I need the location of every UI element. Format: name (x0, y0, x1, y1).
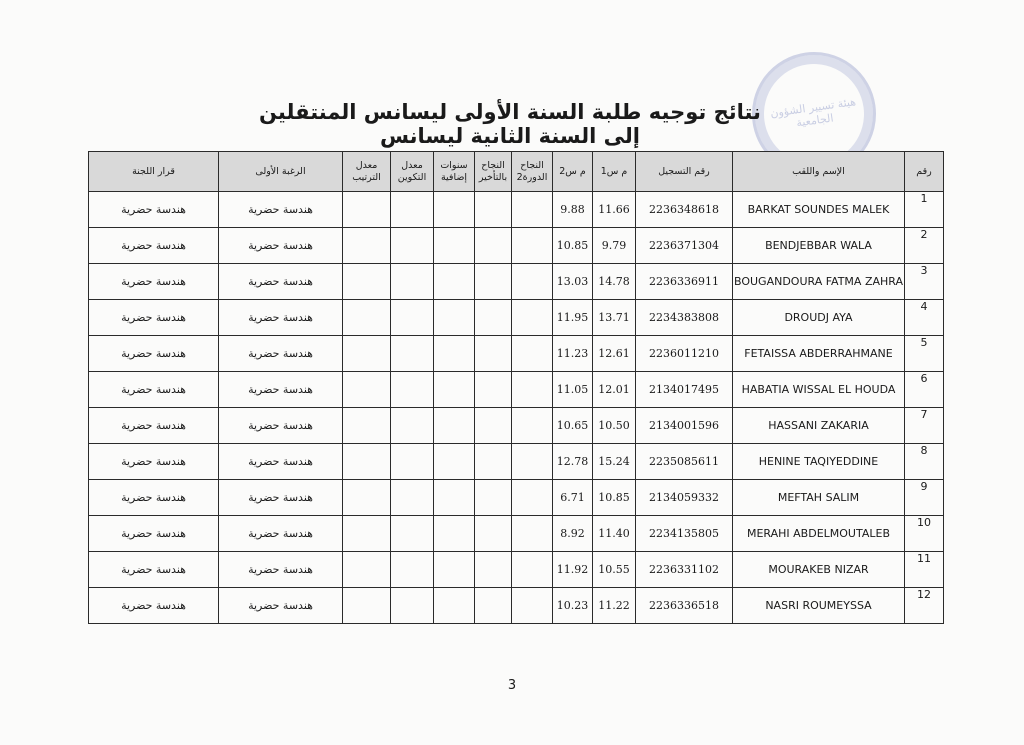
header-s1: م س1 (593, 152, 636, 192)
ranking-average-cell (343, 372, 391, 408)
committee-decision: هندسة حضرية (89, 336, 219, 372)
student-name: HENINE TAQIYEDDINE (733, 444, 905, 480)
table-row (89, 552, 944, 588)
table-body (89, 192, 944, 624)
row-number: 6 (905, 372, 944, 408)
committee-decision: هندسة حضرية (89, 228, 219, 264)
registration-number: 2234383808 (636, 300, 733, 336)
extra-years-cell (434, 228, 475, 264)
extra-years-cell (434, 480, 475, 516)
stamp-text: هيئة تسيير الشؤون الجامعية (769, 95, 857, 130)
registration-number: 2236011210 (636, 336, 733, 372)
first-wish: هندسة حضرية (219, 552, 343, 588)
table-row (89, 588, 944, 624)
average-s1: 10.50 (593, 408, 636, 444)
registration-number: 2236336911 (636, 264, 733, 300)
page-title: نتائج توجيه طلبة السنة الأولى ليسانس المنتقلين إلى السنة الثانية ليسانس (259, 100, 761, 148)
student-name: MERAHI ABDELMOUTALEB (733, 516, 905, 552)
ranking-average-cell (343, 516, 391, 552)
committee-decision: هندسة حضرية (89, 372, 219, 408)
row-number: 9 (905, 480, 944, 516)
extra-years-cell (434, 336, 475, 372)
first-wish: هندسة حضرية (219, 336, 343, 372)
first-wish: هندسة حضرية (219, 300, 343, 336)
header-reg: رقم التسجيل (636, 152, 733, 192)
late-pass-cell (475, 480, 512, 516)
first-wish: هندسة حضرية (219, 372, 343, 408)
average-s2: 10.85 (553, 228, 593, 264)
ranking-average-cell (343, 300, 391, 336)
table-row (89, 300, 944, 336)
late-pass-cell (475, 588, 512, 624)
row-number: 10 (905, 516, 944, 552)
late-pass-cell (475, 408, 512, 444)
extra-years-cell (434, 552, 475, 588)
committee-decision: هندسة حضرية (89, 300, 219, 336)
average-s1: 12.61 (593, 336, 636, 372)
student-name: MEFTAH SALIM (733, 480, 905, 516)
average-s2: 6.71 (553, 480, 593, 516)
average-s1: 11.66 (593, 192, 636, 228)
training-average-cell (391, 516, 434, 552)
average-s2: 10.23 (553, 588, 593, 624)
registration-number: 2134017495 (636, 372, 733, 408)
average-s1: 9.79 (593, 228, 636, 264)
pass-session2-cell (512, 192, 553, 228)
ranking-average-cell (343, 192, 391, 228)
pass-session2-cell (512, 516, 553, 552)
table-row (89, 516, 944, 552)
late-pass-cell (475, 336, 512, 372)
student-name: NASRI ROUMEYSSA (733, 588, 905, 624)
average-s2: 11.95 (553, 300, 593, 336)
first-wish: هندسة حضرية (219, 480, 343, 516)
row-number: 1 (905, 192, 944, 228)
first-wish: هندسة حضرية (219, 192, 343, 228)
header-training: معدل التكوين (391, 152, 434, 192)
table-row (89, 264, 944, 300)
registration-number: 2236336518 (636, 588, 733, 624)
table-row (89, 480, 944, 516)
average-s1: 13.71 (593, 300, 636, 336)
average-s1: 10.85 (593, 480, 636, 516)
average-s1: 10.55 (593, 552, 636, 588)
late-pass-cell (475, 516, 512, 552)
first-wish: هندسة حضرية (219, 444, 343, 480)
table-header (89, 152, 944, 192)
student-name: MOURAKEB NIZAR (733, 552, 905, 588)
extra-years-cell (434, 588, 475, 624)
training-average-cell (391, 408, 434, 444)
late-pass-cell (475, 264, 512, 300)
table-row (89, 336, 944, 372)
ranking-average-cell (343, 228, 391, 264)
row-number: 11 (905, 552, 944, 588)
header-name: الإسم واللقب (733, 152, 905, 192)
row-number: 5 (905, 336, 944, 372)
row-number: 8 (905, 444, 944, 480)
row-number: 7 (905, 408, 944, 444)
pass-session2-cell (512, 264, 553, 300)
ranking-average-cell (343, 480, 391, 516)
first-wish: هندسة حضرية (219, 264, 343, 300)
row-number: 3 (905, 264, 944, 300)
extra-years-cell (434, 192, 475, 228)
training-average-cell (391, 372, 434, 408)
extra-years-cell (434, 516, 475, 552)
committee-decision: هندسة حضرية (89, 588, 219, 624)
table-row (89, 228, 944, 264)
header-num: رقم (905, 152, 944, 192)
training-average-cell (391, 228, 434, 264)
header-extra: سنوات إضافية (434, 152, 475, 192)
ranking-average-cell (343, 444, 391, 480)
average-s2: 11.05 (553, 372, 593, 408)
late-pass-cell (475, 300, 512, 336)
committee-decision: هندسة حضرية (89, 192, 219, 228)
late-pass-cell (475, 552, 512, 588)
header-decision: قرار اللجنة (89, 152, 219, 192)
student-name: HABATIA WISSAL EL HOUDA (733, 372, 905, 408)
table-row (89, 408, 944, 444)
average-s2: 10.65 (553, 408, 593, 444)
registration-number: 2236348618 (636, 192, 733, 228)
pass-session2-cell (512, 408, 553, 444)
student-name: FETAISSA ABDERRAHMANE (733, 336, 905, 372)
first-wish: هندسة حضرية (219, 408, 343, 444)
pass-session2-cell (512, 480, 553, 516)
training-average-cell (391, 264, 434, 300)
committee-decision: هندسة حضرية (89, 264, 219, 300)
first-wish: هندسة حضرية (219, 228, 343, 264)
committee-decision: هندسة حضرية (89, 516, 219, 552)
table-row (89, 372, 944, 408)
pass-session2-cell (512, 228, 553, 264)
extra-years-cell (434, 372, 475, 408)
student-name: DROUDJ AYA (733, 300, 905, 336)
student-name: BARKAT SOUNDES MALEK (733, 192, 905, 228)
registration-number: 2234135805 (636, 516, 733, 552)
average-s2: 12.78 (553, 444, 593, 480)
page-number: 3 (507, 678, 517, 693)
row-number: 2 (905, 228, 944, 264)
average-s1: 11.40 (593, 516, 636, 552)
table-row (89, 444, 944, 480)
table-row (89, 192, 944, 228)
committee-decision: هندسة حضرية (89, 552, 219, 588)
average-s1: 15.24 (593, 444, 636, 480)
average-s2: 11.23 (553, 336, 593, 372)
training-average-cell (391, 336, 434, 372)
ranking-average-cell (343, 336, 391, 372)
extra-years-cell (434, 444, 475, 480)
pass-session2-cell (512, 444, 553, 480)
late-pass-cell (475, 444, 512, 480)
header-wish: الرغبة الأولى (219, 152, 343, 192)
registration-number: 2235085611 (636, 444, 733, 480)
results-table (88, 151, 944, 624)
registration-number: 2236371304 (636, 228, 733, 264)
average-s1: 11.22 (593, 588, 636, 624)
header-pass2: النجاح الدورة2 (512, 152, 553, 192)
pass-session2-cell (512, 552, 553, 588)
training-average-cell (391, 300, 434, 336)
student-name: HASSANI ZAKARIA (733, 408, 905, 444)
training-average-cell (391, 444, 434, 480)
row-number: 12 (905, 588, 944, 624)
committee-decision: هندسة حضرية (89, 444, 219, 480)
pass-session2-cell (512, 372, 553, 408)
registration-number: 2134001596 (636, 408, 733, 444)
header-late: النجاح بالتأخير (475, 152, 512, 192)
header-rank: معدل الترتيب (343, 152, 391, 192)
extra-years-cell (434, 264, 475, 300)
student-name: BENDJEBBAR WALA (733, 228, 905, 264)
late-pass-cell (475, 372, 512, 408)
pass-session2-cell (512, 588, 553, 624)
extra-years-cell (434, 300, 475, 336)
average-s2: 11.92 (553, 552, 593, 588)
ranking-average-cell (343, 408, 391, 444)
committee-decision: هندسة حضرية (89, 408, 219, 444)
ranking-average-cell (343, 264, 391, 300)
registration-number: 2236331102 (636, 552, 733, 588)
training-average-cell (391, 480, 434, 516)
training-average-cell (391, 588, 434, 624)
ranking-average-cell (343, 588, 391, 624)
first-wish: هندسة حضرية (219, 588, 343, 624)
header-s2: م س2 (553, 152, 593, 192)
registration-number: 2134059332 (636, 480, 733, 516)
committee-decision: هندسة حضرية (89, 480, 219, 516)
student-name: BOUGANDOURA FATMA ZAHRA (733, 264, 905, 300)
training-average-cell (391, 192, 434, 228)
average-s2: 9.88 (553, 192, 593, 228)
late-pass-cell (475, 228, 512, 264)
pass-session2-cell (512, 300, 553, 336)
pass-session2-cell (512, 336, 553, 372)
average-s2: 8.92 (553, 516, 593, 552)
late-pass-cell (475, 192, 512, 228)
average-s2: 13.03 (553, 264, 593, 300)
ranking-average-cell (343, 552, 391, 588)
first-wish: هندسة حضرية (219, 516, 343, 552)
training-average-cell (391, 552, 434, 588)
average-s1: 14.78 (593, 264, 636, 300)
average-s1: 12.01 (593, 372, 636, 408)
row-number: 4 (905, 300, 944, 336)
extra-years-cell (434, 408, 475, 444)
